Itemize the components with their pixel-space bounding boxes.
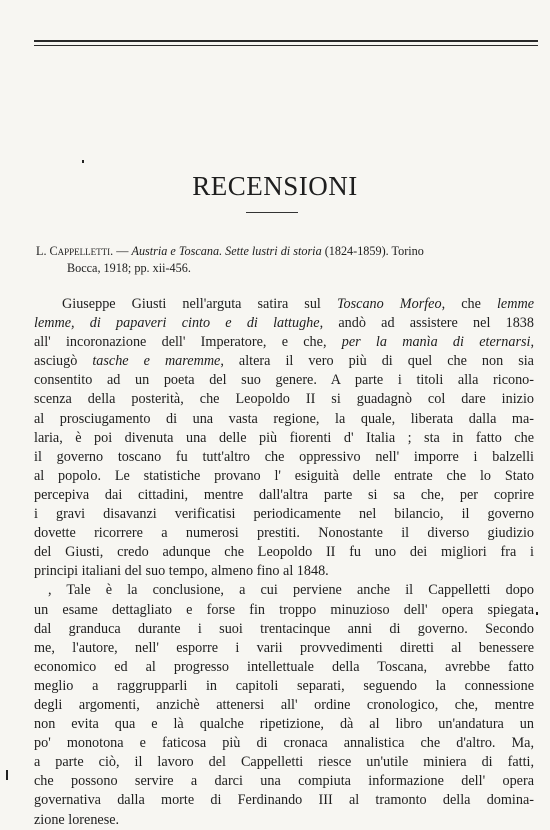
review-line <box>34 371 534 390</box>
review-text <box>34 295 534 830</box>
review-line <box>34 486 534 505</box>
text-run: all' incoronazione dell' Imperatore, e che, <box>34 334 342 351</box>
review-line <box>34 429 534 448</box>
review-line <box>34 696 534 715</box>
text-run: scenza della posterità, che Leopoldo II si guadagnò col dare inizio <box>34 391 534 408</box>
italic-phrase: Toscano Morfeo <box>336 296 442 312</box>
review-line <box>34 410 534 429</box>
text-run: meglio a raggrupparli in capitoli separati, seguendo la connessione <box>34 677 534 694</box>
ink-speck <box>536 612 538 615</box>
text-run: Giuseppe Giusti nell'arguta satira sul <box>62 296 337 312</box>
review-line <box>34 333 534 352</box>
italic-phrase: per la manìa di eternarsi <box>341 334 531 351</box>
review-line <box>34 352 534 371</box>
text-run: a parte ciò, il lavoro del Cappelletti riesce un'utile miniera di fatti, <box>34 754 534 771</box>
entry-dash: — <box>113 244 132 258</box>
text-run: consentito ad un poeta del suo genere. A parte i titoli alla ricono- <box>34 372 534 389</box>
text-run: al popolo. Le statistiche provano l' esiguità delle entrate che lo Stato <box>34 467 534 484</box>
text-run: governativa dalla morte di Ferdinando III al tramonto della domina- <box>34 792 534 809</box>
review-line <box>34 524 534 543</box>
text-run: un esame dettagliato e forse fin troppo minuzioso dell' opera spiegata <box>34 601 534 618</box>
header-double-rule-bottom <box>34 45 538 46</box>
review-line <box>34 658 534 677</box>
italic-phrase: tasche e maremme <box>92 353 221 370</box>
title-underline-rule <box>246 212 298 213</box>
text-run: i gravi disavanzi verificatisi periodicamente nel bilancio, il governo <box>34 506 534 523</box>
review-line <box>34 677 534 696</box>
text-run: che possono servire a darci una compiuta informazione dell' opera <box>34 773 534 790</box>
review-line <box>34 791 534 810</box>
text-run: , andò ad assistere nel 1838 <box>319 315 534 332</box>
section-title: RECENSIONI <box>192 171 358 201</box>
text-run: non evita qua e là qualche ripetizione, dà al libro un'andatura un <box>34 716 534 733</box>
review-line <box>34 639 534 658</box>
review-line <box>34 505 534 524</box>
text-run: dal granduca durante i suoi trentacinque anni di governo. Secondo <box>34 620 534 637</box>
bibliographic-entry <box>36 243 532 277</box>
review-line <box>34 543 534 562</box>
review-line <box>34 562 534 581</box>
review-line <box>34 772 534 791</box>
review-line <box>34 601 534 620</box>
text-run: zione lorenese. <box>34 811 120 828</box>
text-run: laria, è poi divenuta una delle più fiorenti d' Italia ; sta in fatto che <box>34 429 534 446</box>
ink-speck <box>82 160 84 163</box>
header-double-rule-top <box>34 40 538 42</box>
text-run: , Tale è la conclusione, a cui perviene anche il Cappelletti dopo <box>48 582 534 599</box>
review-line <box>34 734 534 753</box>
review-line <box>34 753 534 772</box>
text-run: me, l'autore, nell' esporre i varii provvedimenti diretti al benessere <box>34 639 534 656</box>
book-author: L. Cappelletti. <box>36 244 114 258</box>
book-publisher: Bocca, 1918; pp. xii-456. <box>67 261 191 275</box>
italic-phrase: lemme <box>496 296 534 312</box>
review-line <box>34 314 534 333</box>
text-run: il governo toscano fu tutt'altro che oppressivo nell' imporre i balzelli <box>34 448 534 465</box>
text-run: percepiva dai cittadini, mentre dall'altra parte si sa che, per coprire <box>34 486 534 503</box>
text-run: dovette ricorrere a numerosi prestiti. Nonostante il diverso giudizio <box>34 525 534 542</box>
text-run: del Giusti, credo adunque che Leopoldo II fu uno dei migliori fra i <box>34 544 534 561</box>
text-run: al prosciugamento di una vasta regione, la quale, liberata dalla ma- <box>34 410 534 427</box>
text-run: po' monotona e faticosa più di cronaca annalistica che d'altro. Ma, <box>34 735 534 752</box>
review-line <box>34 811 534 830</box>
text-run: , che <box>441 296 497 312</box>
review-line <box>34 390 534 409</box>
text-run: , altera il vero più di quel che non sia <box>220 353 534 370</box>
text-run: principi italiani del suo tempo, almeno fino al 1848. <box>34 563 329 580</box>
review-line <box>34 620 534 639</box>
review-line <box>34 295 534 314</box>
ink-speck <box>6 770 8 780</box>
book-dates: (1824-1859). Torino <box>321 244 424 258</box>
text-run: , <box>530 334 534 351</box>
text-run: asciugò <box>34 353 93 370</box>
text-run: degli argomenti, anzichè attenersi all' ordine cronologico, che, mentre <box>34 696 534 713</box>
review-line <box>34 448 534 467</box>
review-line <box>34 581 534 600</box>
review-line <box>34 467 534 486</box>
text-run: economico ed al progresso intellettuale della Toscana, avrebbe fatto <box>34 658 534 675</box>
italic-phrase: lemme, di papaveri cinto e di lattughe <box>34 315 320 332</box>
book-title: Austria e Toscana. Sette lustri di storia <box>131 244 322 258</box>
review-line <box>34 715 534 734</box>
